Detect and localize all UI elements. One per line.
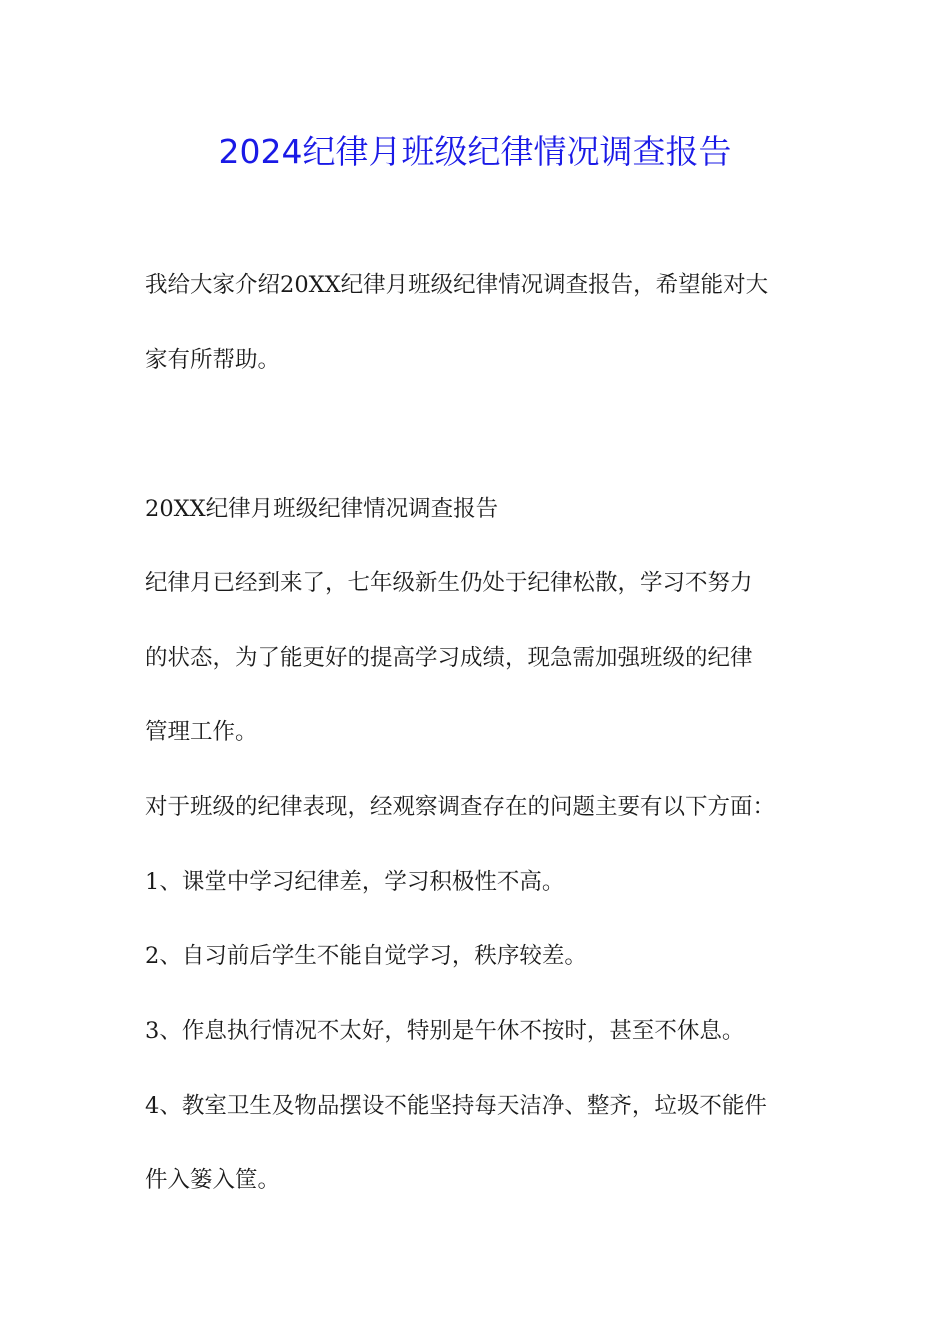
paragraph-line-3: 管理工作。 <box>145 719 258 745</box>
list-item-4-line-2: 件入篓入筐。 <box>145 1167 281 1193</box>
intro-line-2: 家有所帮助。 <box>145 347 281 373</box>
paragraph-line-1: 纪律月已经到来了，七年级新生仍处于纪律松散，学习不努力 <box>145 570 753 596</box>
list-item-2: 2、自习前后学生不能自觉学习，秩序较差。 <box>145 943 587 969</box>
list-item-1: 1、课堂中学习纪律差，学习积极性不高。 <box>145 869 565 895</box>
list-item-3: 3、作息执行情况不太好，特别是午休不按时，甚至不休息。 <box>145 1018 745 1044</box>
problems-intro: 对于班级的纪律表现，经观察调查存在的问题主要有以下方面： <box>145 794 776 820</box>
intro-line-1: 我给大家介绍20XX纪律月班级纪律情况调查报告，希望能对大 <box>145 272 769 298</box>
paragraph-line-2: 的状态，为了能更好的提高学习成绩，现急需加强班级的纪律 <box>145 645 753 671</box>
section-heading: 20XX纪律月班级纪律情况调查报告 <box>145 496 499 522</box>
document-title: 2024纪律月班级纪律情况调查报告 <box>218 132 732 171</box>
list-item-4-line-1: 4、教室卫生及物品摆设不能坚持每天洁净、整齐，垃圾不能件 <box>145 1093 767 1119</box>
